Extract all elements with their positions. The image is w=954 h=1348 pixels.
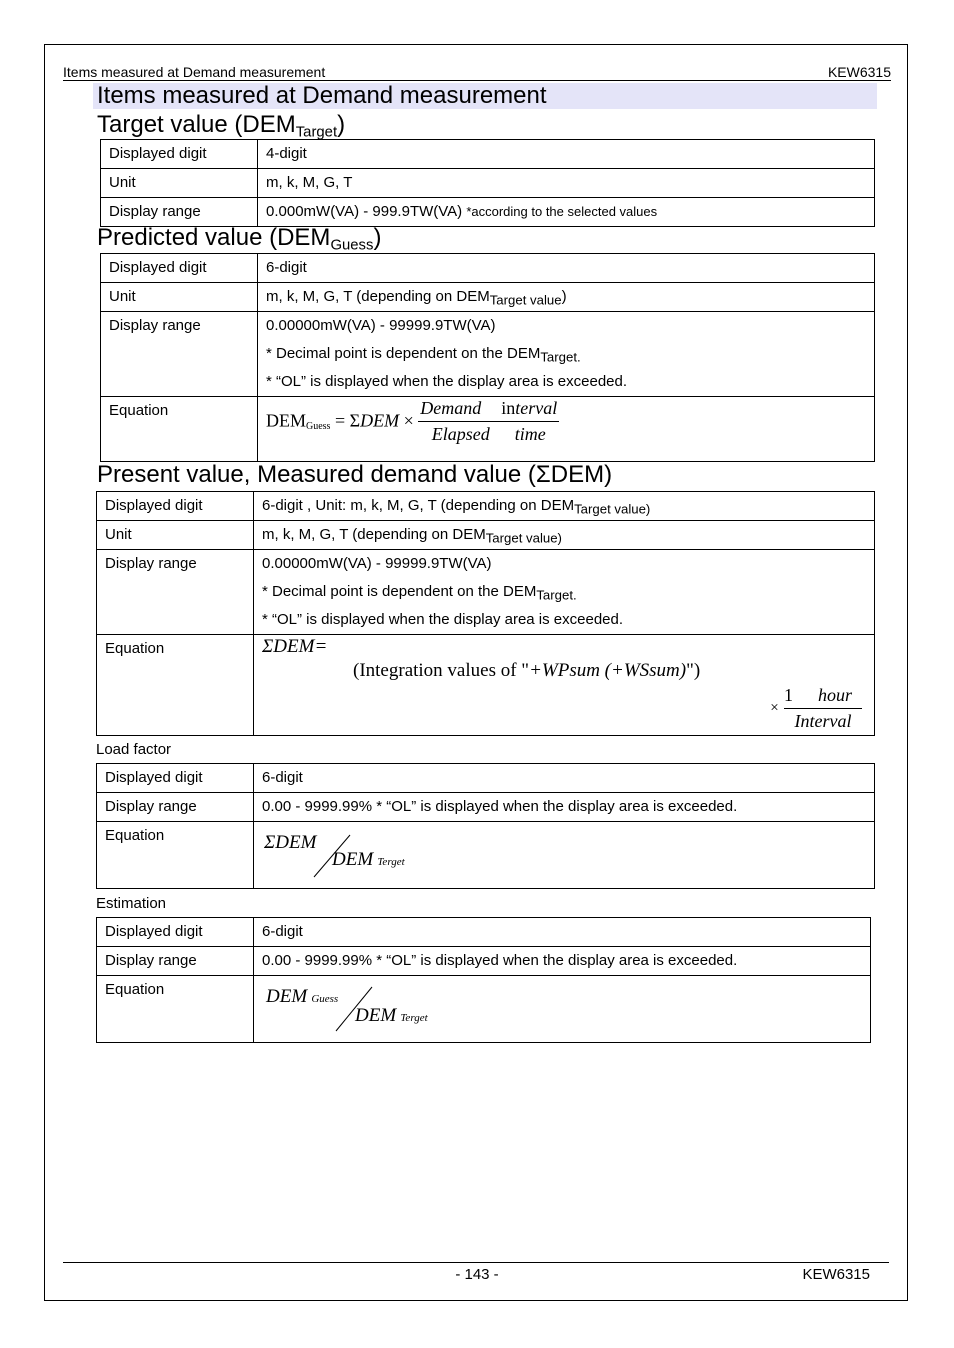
table-row	[97, 822, 875, 889]
table-row	[101, 140, 875, 169]
row-value: 0.000mW(VA) - 999.9TW(VA) *according to the selected values	[266, 203, 658, 220]
equation-numerator: ΣDEM	[264, 832, 317, 853]
row-label: Unit	[109, 288, 136, 305]
table-row	[97, 976, 871, 1043]
table-row	[97, 521, 875, 550]
predicted-value-heading: Predicted value $(DEM_{Guess})$	[97, 224, 382, 254]
row-value: 6-digit , Unit: m, k, M, G, T (depending on $DEM_{Target value)}$	[262, 497, 651, 517]
row-label: Displayed digit	[105, 769, 203, 786]
row-value: 6-digit	[262, 769, 303, 786]
footer-rule	[63, 1262, 889, 1263]
row-label: Displayed digit	[109, 259, 207, 276]
table-row	[101, 397, 875, 462]
table-row	[97, 793, 875, 822]
equation-numerator: DEM Guess	[266, 986, 339, 1007]
row-label: Unit	[109, 174, 136, 191]
row-label: Equation	[105, 981, 165, 998]
table-row	[101, 198, 875, 227]
present-value-table	[96, 491, 875, 736]
equation-multiplier: × $\frac{\text{1 hour}}{\text{Interval}}$	[770, 685, 862, 732]
row-label: Equation	[105, 640, 165, 657]
equation-integration: (Integration values of "+WPsum (+WSsum)")	[353, 660, 701, 681]
row-label: Displayed digit	[105, 923, 203, 940]
estimation-equation	[262, 976, 862, 1042]
row-label: Display range	[105, 798, 197, 815]
table-row	[101, 254, 875, 283]
present-equation	[262, 635, 866, 735]
row-label: Displayed digit	[109, 145, 207, 162]
page-number: - 143 -	[455, 1266, 499, 1283]
table-row	[97, 550, 875, 635]
row-note: * “OL” is displayed when the display area is exceeded.	[266, 373, 628, 390]
predicted-equation: $DEM_{Guess} = \Sigma DEM$ × $\frac{\text{Demand interval}}{\text{Elapsed time}}$	[266, 398, 558, 444]
load-factor-heading: Load factor	[96, 741, 172, 758]
target-value-table	[100, 139, 875, 227]
row-note: * Decimal point is dependent on the $DEM_{Target.}$	[262, 583, 577, 603]
range-note: *according to the selected values	[466, 204, 658, 219]
load-factor-equation	[262, 822, 866, 888]
running-header-model: KEW6315	[827, 64, 891, 80]
row-value: 6-digit	[266, 259, 307, 276]
predicted-value-table	[100, 253, 875, 462]
row-label: Display range	[109, 203, 201, 220]
row-value: 6-digit	[262, 923, 303, 940]
footer-model: KEW6315	[802, 1266, 870, 1283]
row-label: Equation	[109, 402, 169, 419]
row-note: * “OL” is displayed when the display area is exceeded.	[262, 611, 624, 628]
estimation-heading: Estimation	[96, 895, 167, 912]
present-value-heading: Present value, Measured demand value (ΣDEM)	[97, 461, 613, 488]
table-row	[101, 283, 875, 312]
table-row	[97, 764, 875, 793]
row-value: m, k, M, G, T (depending on $DEM_{Target value}$)	[266, 288, 567, 308]
equation-denominator: DEM Terget	[332, 849, 405, 870]
table-row	[97, 492, 875, 521]
equation-denominator: DEM Terget	[355, 1005, 428, 1026]
row-label: Display range	[105, 555, 197, 572]
table-row	[97, 918, 871, 947]
row-label: Display range	[105, 952, 197, 969]
running-header-title: Items measured at Demand measurement	[63, 64, 326, 80]
row-value: 0.00 - 9999.99% * “OL” is displayed when the display area is exceeded.	[262, 952, 738, 969]
table-row	[97, 947, 871, 976]
row-label: Equation	[105, 827, 165, 844]
row-value: 4-digit	[266, 145, 307, 162]
estimation-table	[96, 917, 871, 1043]
row-label: Display range	[109, 317, 201, 334]
equation-lhs: ΣDEM=	[262, 636, 328, 657]
row-value: 0.00 - 9999.99% * “OL” is displayed when the display area is exceeded.	[262, 798, 738, 815]
table-row	[101, 312, 875, 397]
table-row	[101, 169, 875, 198]
equation-fraction: $\frac{\text{Demand interval}}{\text{Elapsed time}}$	[420, 398, 558, 444]
table-row	[97, 635, 875, 736]
row-value: m, k, M, G, T (depending on $DEM_{Target value)}$	[262, 526, 562, 546]
header-rule	[63, 80, 891, 81]
row-note: * Decimal point is dependent on the $DEM_{Target.}$	[266, 345, 581, 365]
row-value: 0.00000mW(VA) - 99999.9TW(VA)	[262, 555, 492, 572]
target-value-heading: Target value $(DEM_{Target})$	[97, 111, 346, 141]
row-label: Displayed digit	[105, 497, 203, 514]
row-label: Unit	[105, 526, 132, 543]
row-value: 0.00000mW(VA) - 99999.9TW(VA)	[266, 317, 496, 334]
load-factor-table	[96, 763, 875, 889]
page-title: Items measured at Demand measurement	[97, 82, 547, 109]
row-value: m, k, M, G, T	[266, 174, 353, 191]
